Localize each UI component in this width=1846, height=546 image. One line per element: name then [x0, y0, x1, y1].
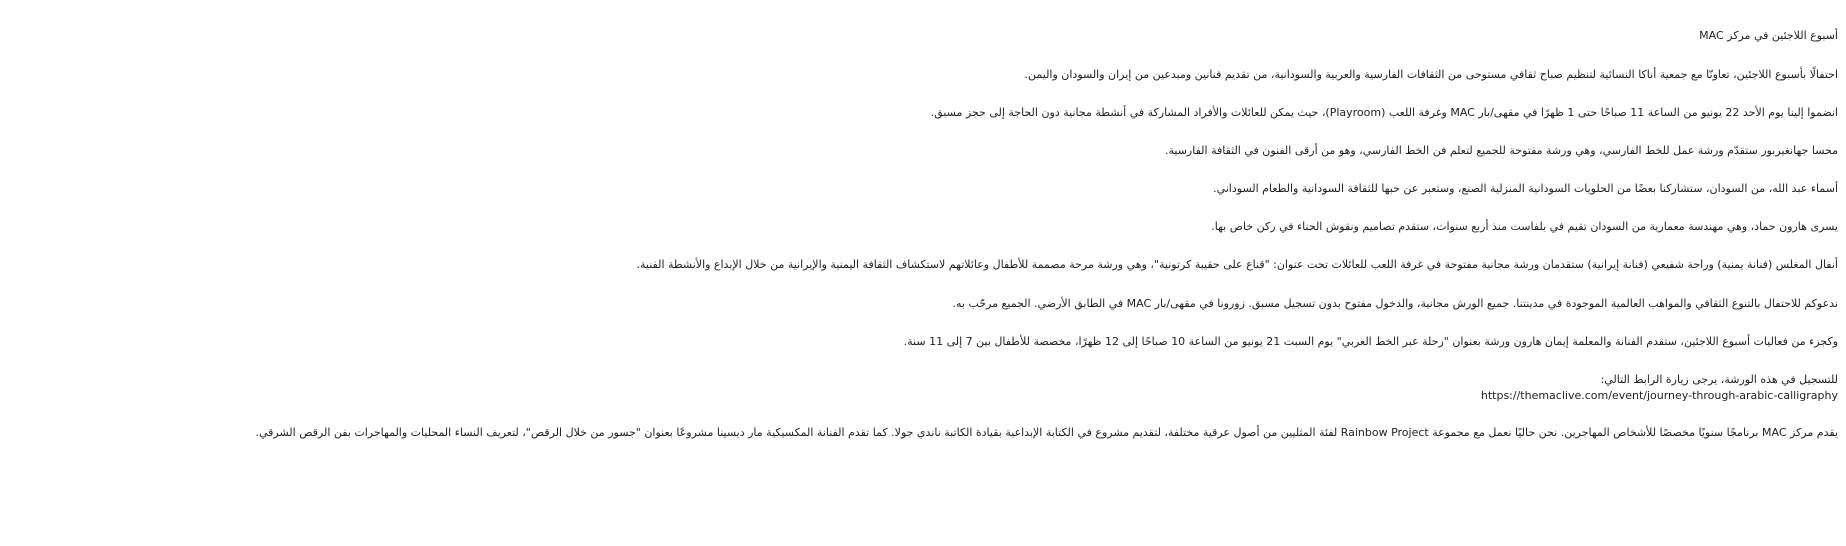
paragraph-event-time: انضموا إلينا يوم الأحد 22 يونيو من الساعة 11 صباحًا حتى 1 ظهرًا في مقهى/بار MAC وغرفة اللعب (Playroom)، حيث يمكن للعائلات والأفراد المشاركة في أنشطة مجانية دون الحاجة إلى حجز مسبق.	[930, 106, 1838, 119]
paragraph-henna: يسرى هارون حماد، وهي مهندسة معمارية من السودان تقيم في بلفاست منذ أربع سنوات، ستقدم تصاميم ونقوش الحناء في ركن خاص بها.	[1211, 220, 1838, 233]
registration-link[interactable]: https://themaclive.com/event/journey-through-arabic-calligraphy	[1480, 389, 1838, 402]
paragraph-arabic-calligraphy: وكجزء من فعاليات أسبوع اللاجئين، ستقدم الفنانة والمعلمة إيمان هارون ورشة بعنوان "رحلة عبر الخط العربي" يوم السبت 21 يونيو من الساعة 10 صباحًا إلى 12 ظهرًا، مخصصة للأطفال بين 7 إلى 11 سنة.	[903, 335, 1838, 348]
paragraph-mask-workshop: أنفال المغلس (فنانة يمنية) وراحة شفيعي (فنانة إيرانية) ستقدمان ورشة مجانية مفتوحة في غرفة اللعب للعائلات تحت عنوان: "قناع على حقيبة كرتونية"، وهي ورشة مرحة مصممة للأطفال وعائلاتهم لاستكشاف الثقافة اليمنية والإيرانية من خلال الإبداع والأنشطة الفنية.	[636, 258, 1838, 271]
paragraph-sudanese-sweets: أسماء عبد الله، من السودان، ستشاركنا بعضًا من الحلويات السودانية المنزلية الصنع، وستعبر عن حبها للثقافة السودانية والطعام السوداني.	[1213, 182, 1838, 195]
paragraph-intro: احتفالًا بأسبوع اللاجئين، تعاونّا مع جمعية أناكا النسائية لتنظيم صباح ثقافي مستوحى من الثقافات الفارسية والعربية والسودانية، من تقديم فنانين ومبدعين من إيران والسودان واليمن.	[1024, 68, 1838, 81]
paragraph-persian-calligraphy: محسا جهانغيربور ستقدّم ورشة عمل للخط الفارسي، وهي ورشة مفتوحة للجميع لتعلم فن الخط الفارسي، وهو من أرقى الفنون في الثقافة الفارسية.	[1165, 144, 1838, 157]
paragraph-invitation: ندعوكم للاحتفال بالتنوع الثقافي والمواهب العالمية الموجودة في مدينتنا. جميع الورش مجانية، والدخول مفتوح بدون تسجيل مسبق. زورونا في مقهى/بار MAC في الطابق الأرضي. الجميع مرحّب به.	[952, 297, 1838, 310]
document-heading: أسبوع اللاجئين في مركز MAC	[1699, 29, 1838, 42]
registration-intro: للتسجيل في هذه الورشة، يرجى زيارة الرابط التالي:	[1600, 373, 1838, 386]
paragraph-closing: يقدم مركز MAC برنامجًا سنويًا مخصصًا للأشخاص المهاجرين. نحن حاليًا نعمل مع مجموعة Rainbow Project لفئة المثليين من أصول عرقية مختلفة، لتقديم مشروع في الكتابة الإبداعية بقيادة الكاتبة ناندي جولا. كما تقدم الفنانة المكسيكية مار ديسينا مشروعًا بعنوان "جسور من خلال الرقص"، لتعريف النساء المحليات والمهاجرات بفن الرقص الشرقي.	[255, 426, 1838, 439]
